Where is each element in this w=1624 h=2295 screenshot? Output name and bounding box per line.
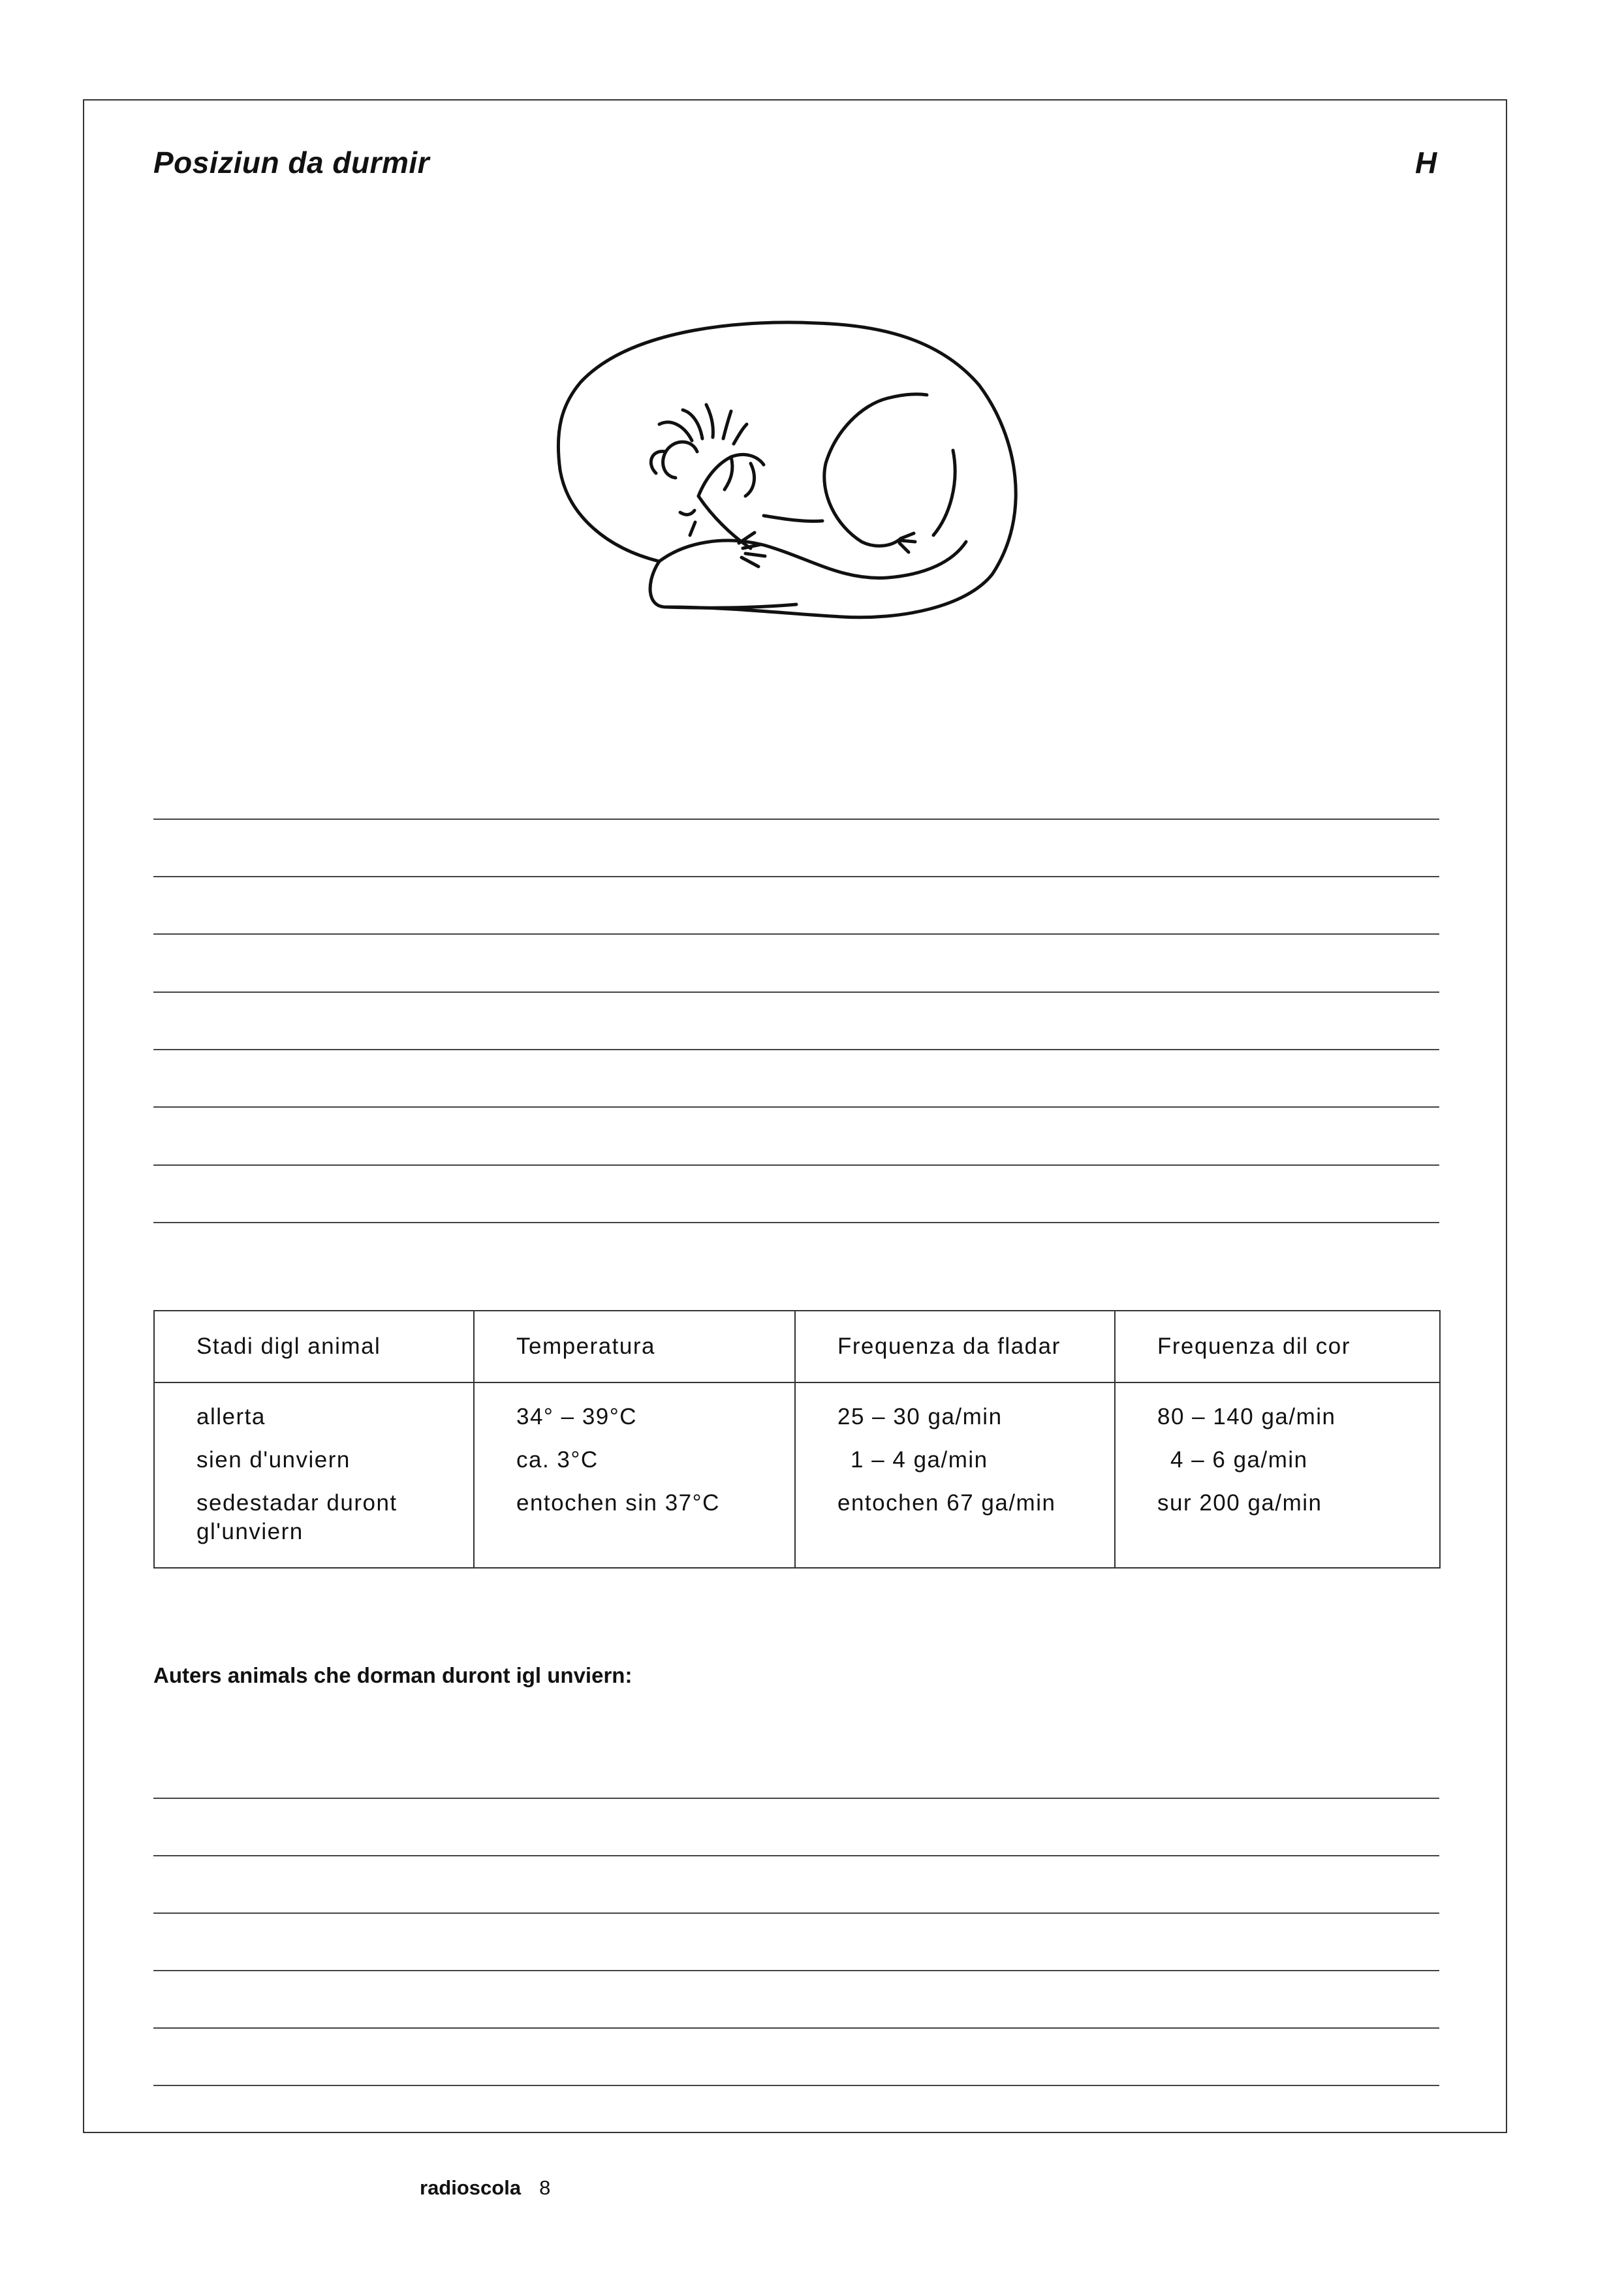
writing-line: [153, 1798, 1439, 1799]
animal-state-table: [153, 1310, 1441, 1569]
writing-line: [153, 876, 1439, 877]
writing-line: [153, 2027, 1439, 2029]
writing-line: [153, 991, 1439, 993]
table-cell-state: [154, 1382, 474, 1568]
writing-line: [153, 1855, 1439, 1856]
table-value: 4 – 6 ga/min: [1170, 1447, 1308, 1473]
table-value: entochen 67 ga/min: [837, 1490, 1056, 1516]
column-header: Temperatura: [474, 1311, 795, 1382]
writing-line: [153, 1049, 1439, 1050]
writing-line: [153, 1970, 1439, 1971]
table-header-row: [154, 1311, 1440, 1382]
writing-line: [153, 2085, 1439, 2086]
page-footer: [420, 2176, 550, 2200]
table-value: 34° – 39°C: [516, 1404, 638, 1429]
table-cell-heart-rate: [1115, 1382, 1440, 1568]
writing-line: [153, 1106, 1439, 1108]
writing-line: [153, 1912, 1439, 1914]
table-value: 80 – 140 ga/min: [1157, 1404, 1336, 1429]
footer-brand: radioscola: [420, 2176, 522, 2199]
table-value: sedestadar duront gl'unviern: [196, 1490, 398, 1544]
sleeping-hedgehog-icon: [535, 300, 1070, 666]
writing-line: [153, 819, 1439, 820]
column-header: Frequenza da fladar: [795, 1311, 1115, 1382]
table-value: 25 – 30 ga/min: [837, 1404, 1003, 1429]
page-title: Posiziun da durmir: [153, 146, 430, 180]
page-number: 8: [539, 2176, 551, 2199]
writing-line: [153, 1222, 1439, 1223]
writing-line: [153, 1164, 1439, 1166]
table-cell-breathing-rate: [795, 1382, 1115, 1568]
writing-line: [153, 933, 1439, 935]
table-value: entochen sin 37°C: [516, 1490, 720, 1516]
table-value: allerta: [196, 1404, 266, 1429]
table-value: 1 – 4 ga/min: [851, 1447, 988, 1473]
table-value: sien d'unviern: [196, 1447, 351, 1473]
section-subtitle: Auters animals che dorman duront igl unviern:: [153, 1663, 632, 1687]
table-value: sur 200 ga/min: [1157, 1490, 1322, 1516]
column-header: Stadi digl animal: [154, 1311, 474, 1382]
table-cell-temperature: [474, 1382, 795, 1568]
column-header: Frequenza dil cor: [1115, 1311, 1440, 1382]
section-letter: H: [1415, 146, 1437, 180]
table-value: ca. 3°C: [516, 1447, 599, 1473]
table-row: [154, 1382, 1440, 1568]
